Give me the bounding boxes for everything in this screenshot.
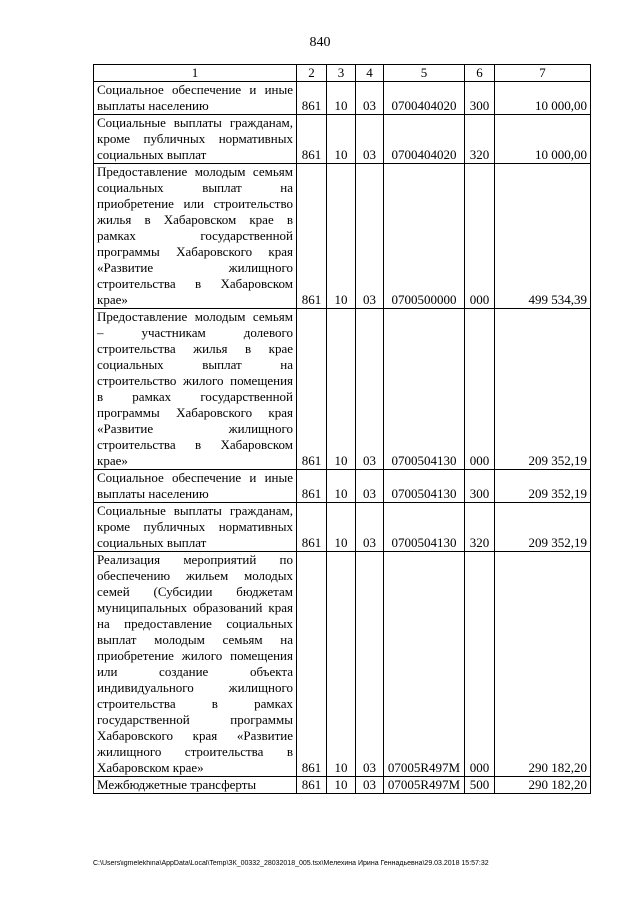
amount: 209 352,19 <box>495 503 591 552</box>
subsection-code: 03 <box>356 82 384 115</box>
ministry-code: 861 <box>297 503 327 552</box>
item-name: Социальное обеспечение и иные выплаты населению <box>94 82 297 115</box>
amount: 10 000,00 <box>495 82 591 115</box>
subsection-code: 03 <box>356 115 384 164</box>
target-article-code: 0700504130 <box>384 503 465 552</box>
header-row <box>94 65 591 82</box>
table-row <box>94 503 591 552</box>
target-article-code: 0700500000 <box>384 164 465 309</box>
amount: 290 182,20 <box>495 777 591 794</box>
section-code: 10 <box>327 777 356 794</box>
item-name: Межбюджетные трансферты <box>94 777 297 794</box>
subsection-code: 03 <box>356 552 384 777</box>
section-code: 10 <box>327 164 356 309</box>
table-row <box>94 164 591 309</box>
item-name: Социальные выплаты гражданам, кроме публичных нормативных социальных выплат <box>94 503 297 552</box>
table-row <box>94 115 591 164</box>
ministry-code: 861 <box>297 164 327 309</box>
table-row <box>94 552 591 777</box>
table-row <box>94 82 591 115</box>
subsection-code: 03 <box>356 503 384 552</box>
item-name: Реализация мероприятий по обеспечению жильем молодых семей (Субсидии бюджетам муниципальных образований края на предоставление социальных выплат молодым семьям на приобретение жилого помещения или создание объекта индивидуального жилищного строительства в рамках государственной программы Хабаровского края «Развитие жилищного строительства в Хабаровском крае» <box>94 552 297 777</box>
target-article-code: 0700504130 <box>384 470 465 503</box>
expense-type-code: 320 <box>465 115 495 164</box>
section-code: 10 <box>327 309 356 470</box>
section-code: 10 <box>327 552 356 777</box>
ministry-code: 861 <box>297 82 327 115</box>
expense-type-code: 500 <box>465 777 495 794</box>
column-header: 2 <box>297 65 327 82</box>
budget-table <box>93 64 591 794</box>
file-path-footer: C:\Users\igmelekhina\AppData\Local\Temp\ЗК_00332_28032018_005.tsx\Мелехина Ирина Геннадьевна\29.03.2018 15:57:32 <box>93 860 489 867</box>
ministry-code: 861 <box>297 552 327 777</box>
page-number: 840 <box>309 35 331 50</box>
amount: 499 534,39 <box>495 164 591 309</box>
section-code: 10 <box>327 503 356 552</box>
column-header: 4 <box>356 65 384 82</box>
ministry-code: 861 <box>297 115 327 164</box>
table-row <box>94 309 591 470</box>
target-article-code: 0700404020 <box>384 115 465 164</box>
expense-type-code: 000 <box>465 164 495 309</box>
column-header: 6 <box>465 65 495 82</box>
ministry-code: 861 <box>297 470 327 503</box>
amount: 10 000,00 <box>495 115 591 164</box>
subsection-code: 03 <box>356 164 384 309</box>
expense-type-code: 000 <box>465 552 495 777</box>
ministry-code: 861 <box>297 309 327 470</box>
amount: 209 352,19 <box>495 470 591 503</box>
table-row <box>94 470 591 503</box>
amount: 290 182,20 <box>495 552 591 777</box>
item-name: Социальные выплаты гражданам, кроме публичных нормативных социальных выплат <box>94 115 297 164</box>
section-code: 10 <box>327 470 356 503</box>
target-article-code: 07005R497M <box>384 777 465 794</box>
subsection-code: 03 <box>356 309 384 470</box>
item-name: Предоставление молодым семьям – участникам долевого строительства жилья в крае социальных выплат на строительство жилого помещения в рамках государственной программы Хабаровского края «Развитие жилищного строительства в Хабаровском крае» <box>94 309 297 470</box>
column-header: 1 <box>94 65 297 82</box>
column-header: 7 <box>495 65 591 82</box>
section-code: 10 <box>327 115 356 164</box>
expense-type-code: 320 <box>465 503 495 552</box>
target-article-code: 0700404020 <box>384 82 465 115</box>
column-header: 3 <box>327 65 356 82</box>
item-name: Предоставление молодым семьям социальных выплат на приобретение или строительство жилья в Хабаровском крае в рамках государственной программы Хабаровского края «Развитие жилищного строительства в Хабаровском крае» <box>94 164 297 309</box>
expense-type-code: 000 <box>465 309 495 470</box>
ministry-code: 861 <box>297 777 327 794</box>
target-article-code: 07005R497M <box>384 552 465 777</box>
subsection-code: 03 <box>356 470 384 503</box>
section-code: 10 <box>327 82 356 115</box>
item-name: Социальное обеспечение и иные выплаты населению <box>94 470 297 503</box>
expense-type-code: 300 <box>465 470 495 503</box>
column-header: 5 <box>384 65 465 82</box>
table-row <box>94 777 591 794</box>
target-article-code: 0700504130 <box>384 309 465 470</box>
amount: 209 352,19 <box>495 309 591 470</box>
subsection-code: 03 <box>356 777 384 794</box>
expense-type-code: 300 <box>465 82 495 115</box>
